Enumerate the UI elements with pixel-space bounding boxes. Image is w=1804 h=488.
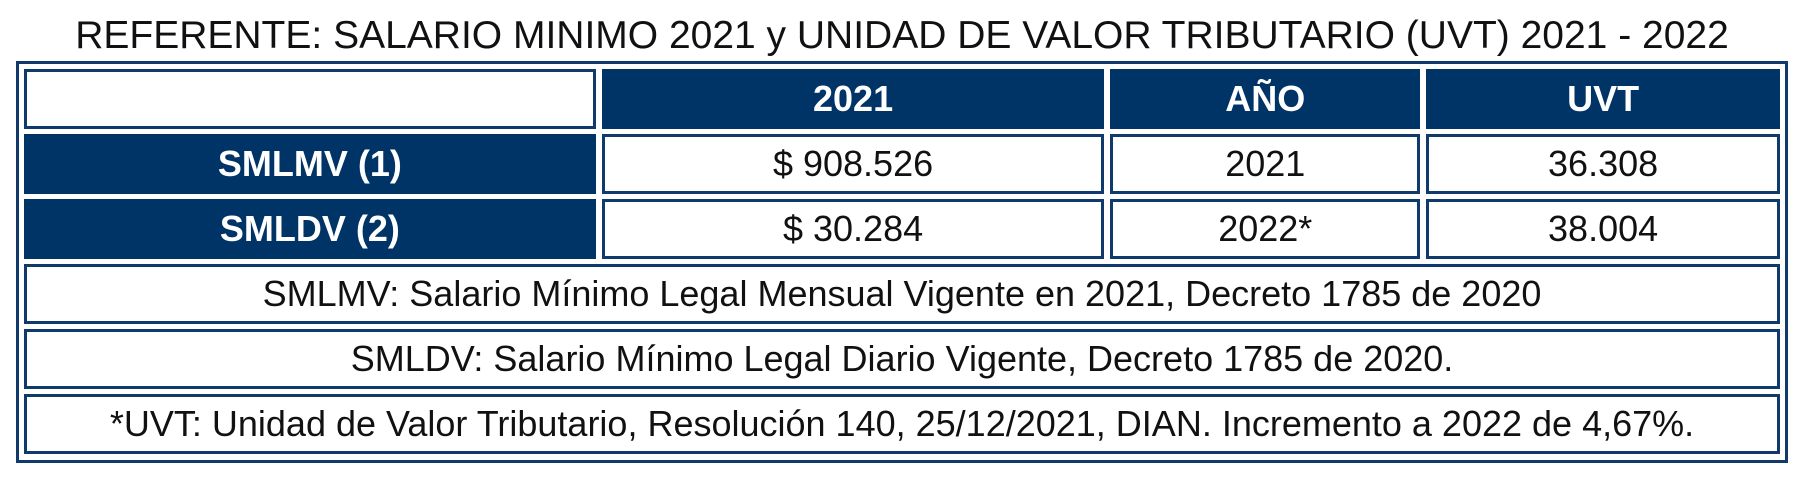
uvt-value: 36.308	[1426, 134, 1780, 194]
table-row	[24, 134, 1780, 194]
header-cell-empty	[24, 69, 596, 129]
note-smldv: SMLDV: Salario Mínimo Legal Diario Vigente, Decreto 1785 de 2020.	[24, 329, 1780, 389]
year-value: 2022*	[1110, 199, 1420, 259]
note-row	[24, 394, 1780, 454]
year-value: 2021	[1110, 134, 1420, 194]
header-cell-year: AÑO	[1110, 69, 1420, 129]
salary-value: $ 30.284	[602, 199, 1105, 259]
note-smlmv: SMLMV: Salario Mínimo Legal Mensual Vigente en 2021, Decreto 1785 de 2020	[24, 264, 1780, 324]
reference-table	[24, 64, 1780, 459]
header-cell-2021: 2021	[602, 69, 1105, 129]
reference-table-frame	[16, 61, 1788, 463]
note-row	[24, 329, 1780, 389]
page-title: REFERENTE: SALARIO MINIMO 2021 y UNIDAD DE VALOR TRIBUTARIO (UVT) 2021 - 2022	[75, 14, 1729, 57]
uvt-value: 38.004	[1426, 199, 1780, 259]
header-cell-uvt: UVT	[1426, 69, 1780, 129]
row-label-smldv: SMLDV (2)	[24, 199, 596, 259]
salary-value: $ 908.526	[602, 134, 1105, 194]
table-row	[24, 199, 1780, 259]
note-row	[24, 264, 1780, 324]
table-header-row	[24, 69, 1780, 129]
note-uvt: *UVT: Unidad de Valor Tributario, Resolución 140, 25/12/2021, DIAN. Incremento a 2022 de 4,67%.	[24, 394, 1780, 454]
row-label-smlmv: SMLMV (1)	[24, 134, 596, 194]
